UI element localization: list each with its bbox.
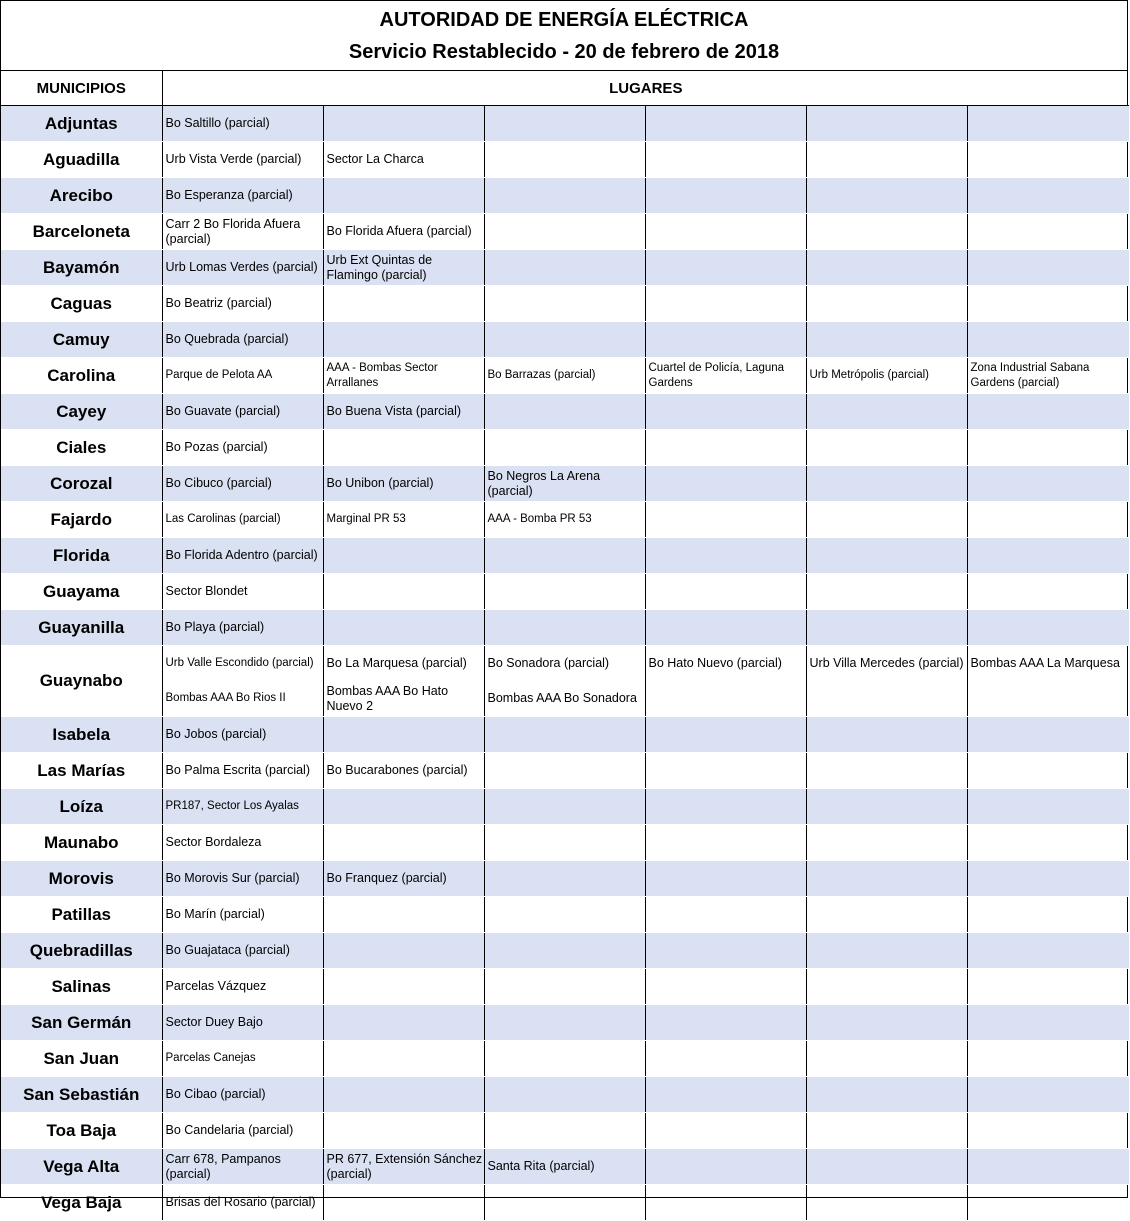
lugar-cell: [967, 214, 1129, 250]
lugar-cell: [967, 106, 1129, 142]
lugar-cell: Bo Cibao (parcial): [162, 1077, 323, 1113]
table-row: [1, 358, 1129, 394]
lugar-cell: [967, 933, 1129, 969]
table-row: [1, 646, 1129, 717]
municipio-cell: Guayanilla: [1, 610, 162, 646]
lugar-cell: [323, 897, 484, 933]
lugar-line: Bombas AAA Bo Rios II: [165, 692, 286, 704]
lugar-cell: Cuartel de Policía, Laguna Gardens: [645, 358, 806, 394]
lugar-cell: [645, 466, 806, 502]
lugar-cell: Bo Pozas (parcial): [162, 430, 323, 466]
lugar-cell: [967, 969, 1129, 1005]
lugar-cell: [484, 1005, 645, 1041]
lugar-cell: [323, 322, 484, 358]
lugar-cell: Parcelas Canejas: [162, 1041, 323, 1077]
municipio-cell: San Juan: [1, 1041, 162, 1077]
municipio-cell: Adjuntas: [1, 106, 162, 142]
lugar-cell: [806, 646, 967, 717]
lugar-cell: [645, 610, 806, 646]
lugar-cell: [806, 574, 967, 610]
lugar-cell: Bo Guajataca (parcial): [162, 933, 323, 969]
municipios-header: MUNICIPIOS: [1, 71, 162, 106]
municipio-cell: Morovis: [1, 861, 162, 897]
lugar-cell: [806, 1005, 967, 1041]
lugar-cell: Bo Playa (parcial): [162, 610, 323, 646]
lugar-cell: [645, 646, 806, 717]
lugar-cell: [645, 969, 806, 1005]
lugar-cell: [484, 286, 645, 322]
lugar-cell: Urb Vista Verde (parcial): [162, 142, 323, 178]
lugar-cell: [323, 106, 484, 142]
lugar-cell: Sector Duey Bajo: [162, 1005, 323, 1041]
lugar-cell: [323, 574, 484, 610]
lugar-cell: [484, 610, 645, 646]
lugar-cell: Sector La Charca: [323, 142, 484, 178]
lugar-cell: [645, 394, 806, 430]
table-row: [1, 502, 1129, 538]
lugar-cell: [806, 106, 967, 142]
municipio-cell: Quebradillas: [1, 933, 162, 969]
lugar-cell: Sector Bordaleza: [162, 825, 323, 861]
municipio-cell: Las Marías: [1, 753, 162, 789]
lugar-cell: Bo Unibon (parcial): [323, 466, 484, 502]
lugar-cell: Parque de Pelota AA: [162, 358, 323, 394]
lugar-cell: [806, 1041, 967, 1077]
municipio-cell: Barceloneta: [1, 214, 162, 250]
lugar-line: Bo Hato Nuevo (parcial): [648, 656, 782, 670]
lugar-cell: [806, 610, 967, 646]
table-row: [1, 394, 1129, 430]
lugar-cell: [323, 646, 484, 717]
lugar-cell: [806, 502, 967, 538]
lugar-cell: Brisas del Rosario (parcial): [162, 1185, 323, 1221]
lugar-cell: Bo Saltillo (parcial): [162, 106, 323, 142]
municipio-cell: Aguadilla: [1, 142, 162, 178]
municipio-cell: Maunabo: [1, 825, 162, 861]
municipio-cell: Caguas: [1, 286, 162, 322]
lugar-cell: [484, 897, 645, 933]
lugar-cell: [806, 1149, 967, 1185]
lugar-cell: [967, 1041, 1129, 1077]
lugar-cell: [806, 1185, 967, 1221]
lugar-cell: Bo Candelaria (parcial): [162, 1113, 323, 1149]
lugar-cell: [484, 969, 645, 1005]
lugar-cell: [484, 394, 645, 430]
report-title: Servicio Restablecido - 20 de febrero de 2018: [348, 41, 780, 63]
lugar-cell: Marginal PR 53: [323, 502, 484, 538]
lugar-cell: [967, 286, 1129, 322]
lugar-cell: [967, 178, 1129, 214]
lugar-cell: [806, 1077, 967, 1113]
lugar-cell: [967, 825, 1129, 861]
lugar-cell: [806, 178, 967, 214]
lugar-cell: [323, 610, 484, 646]
lugar-cell: [484, 250, 645, 286]
lugar-cell: [645, 574, 806, 610]
lugar-cell: Parcelas Vázquez: [162, 969, 323, 1005]
table-row: [1, 142, 1129, 178]
lugar-cell: [323, 430, 484, 466]
lugar-cell: [645, 538, 806, 574]
lugar-cell: [967, 1113, 1129, 1149]
lugar-cell: [806, 717, 967, 753]
table-row: [1, 969, 1129, 1005]
lugar-cell: [484, 538, 645, 574]
lugar-cell: [967, 1077, 1129, 1113]
lugar-cell: [645, 286, 806, 322]
lugar-line: Bo La Marquesa (parcial): [326, 656, 467, 670]
lugar-cell: [967, 861, 1129, 897]
lugar-cell: PR187, Sector Los Ayalas: [162, 789, 323, 825]
table-row: [1, 178, 1129, 214]
lugar-line: Urb Valle Escondido (parcial): [165, 657, 314, 669]
lugar-cell: [323, 969, 484, 1005]
lugar-cell: [484, 1113, 645, 1149]
lugar-cell: [645, 717, 806, 753]
lugar-cell: [806, 861, 967, 897]
lugar-cell: [645, 178, 806, 214]
table-row: [1, 1077, 1129, 1113]
lugar-cell: [484, 646, 645, 717]
lugar-cell: [484, 214, 645, 250]
lugar-cell: Bo Negros La Arena (parcial): [484, 466, 645, 502]
lugar-cell: [323, 789, 484, 825]
lugar-cell: [645, 789, 806, 825]
lugar-cell: [645, 933, 806, 969]
lugar-cell: [484, 1077, 645, 1113]
lugar-cell: [484, 106, 645, 142]
municipio-cell: Cayey: [1, 394, 162, 430]
municipio-cell: San Germán: [1, 1005, 162, 1041]
municipio-cell: Guaynabo: [1, 646, 162, 717]
table-row: [1, 430, 1129, 466]
lugar-cell: [323, 286, 484, 322]
lugar-cell: PR 677, Extensión Sánchez (parcial): [323, 1149, 484, 1185]
lugar-cell: [967, 430, 1129, 466]
municipio-cell: Loíza: [1, 789, 162, 825]
lugar-line: [810, 681, 967, 716]
table-row: [1, 861, 1129, 897]
lugar-cell: [645, 1005, 806, 1041]
lugar-cell: Bo Florida Adentro (parcial): [162, 538, 323, 574]
lugar-cell: [806, 322, 967, 358]
lugar-cell: [484, 861, 645, 897]
lugar-cell: Bo Beatriz (parcial): [162, 286, 323, 322]
lugar-cell: [323, 717, 484, 753]
lugar-cell: Urb Ext Quintas de Flamingo (parcial): [323, 250, 484, 286]
lugar-cell: [806, 466, 967, 502]
lugar-cell: [967, 1149, 1129, 1185]
municipio-cell: Vega Baja: [1, 1185, 162, 1221]
lugar-cell: [484, 789, 645, 825]
lugar-cell: [645, 106, 806, 142]
table-row: [1, 1149, 1129, 1185]
municipio-cell: Fajardo: [1, 502, 162, 538]
lugar-cell: [645, 430, 806, 466]
lugar-cell: [967, 753, 1129, 789]
lugar-cell: [323, 1185, 484, 1221]
lugar-cell: [323, 933, 484, 969]
table-row: [1, 106, 1129, 142]
lugar-cell: [967, 466, 1129, 502]
lugar-cell: [967, 610, 1129, 646]
municipio-cell: Vega Alta: [1, 1149, 162, 1185]
lugar-cell: Urb Lomas Verdes (parcial): [162, 250, 323, 286]
lugar-cell: [323, 178, 484, 214]
lugar-cell: [967, 538, 1129, 574]
lugares-header: LUGARES: [162, 71, 1129, 106]
lugar-cell: [323, 1041, 484, 1077]
lugar-cell: [645, 1077, 806, 1113]
lugar-cell: Bo Florida Afuera (parcial): [323, 214, 484, 250]
lugar-cell: [484, 825, 645, 861]
municipio-cell: Carolina: [1, 358, 162, 394]
lugar-line: Bombas AAA La Marquesa: [970, 656, 1120, 670]
lugar-cell: [645, 250, 806, 286]
lugar-cell: [323, 1113, 484, 1149]
lugar-cell: [484, 1185, 645, 1221]
lugar-cell: [323, 1005, 484, 1041]
table-row: [1, 574, 1129, 610]
lugar-cell: [645, 142, 806, 178]
header-row: [1, 71, 1129, 106]
lugar-cell: Bo Guavate (parcial): [162, 394, 323, 430]
agency-title: AUTORIDAD DE ENERGÍA ELÉCTRICA: [379, 9, 749, 31]
table-row: [1, 897, 1129, 933]
lugar-cell: [645, 861, 806, 897]
lugar-cell: Santa Rita (parcial): [484, 1149, 645, 1185]
lugar-cell: [967, 646, 1129, 717]
lugar-cell: [484, 142, 645, 178]
lugar-cell: [806, 394, 967, 430]
lugar-cell: [806, 933, 967, 969]
lugar-cell: Bo Buena Vista (parcial): [323, 394, 484, 430]
lugar-cell: Bo Quebrada (parcial): [162, 322, 323, 358]
lugar-cell: [967, 1185, 1129, 1221]
lugar-cell: Bo Barrazas (parcial): [484, 358, 645, 394]
table-body: [1, 106, 1129, 1221]
municipio-cell: Bayamón: [1, 250, 162, 286]
lugar-cell: [162, 646, 323, 717]
lugar-cell: [806, 214, 967, 250]
lugar-cell: Carr 2 Bo Florida Afuera (parcial): [162, 214, 323, 250]
lugar-cell: [967, 897, 1129, 933]
lugar-cell: [806, 825, 967, 861]
lugar-cell: [323, 538, 484, 574]
lugar-line: Urb Villa Mercedes (parcial): [809, 656, 964, 670]
title-block: [1, 1, 1127, 71]
lugar-line: Bo Sonadora (parcial): [487, 656, 610, 670]
restored-service-table: [1, 71, 1129, 1221]
lugar-cell: [645, 322, 806, 358]
lugar-cell: [967, 250, 1129, 286]
lugar-cell: [806, 538, 967, 574]
lugar-cell: Sector Blondet: [162, 574, 323, 610]
lugar-cell: [967, 574, 1129, 610]
lugar-cell: [806, 1113, 967, 1149]
lugar-cell: Bo Jobos (parcial): [162, 717, 323, 753]
lugar-cell: [484, 322, 645, 358]
lugar-cell: [967, 394, 1129, 430]
table-row: [1, 466, 1129, 502]
lugar-cell: [484, 1041, 645, 1077]
lugar-cell: [484, 753, 645, 789]
lugar-cell: Las Carolinas (parcial): [162, 502, 323, 538]
municipio-cell: Salinas: [1, 969, 162, 1005]
lugar-cell: [645, 753, 806, 789]
lugar-cell: [806, 969, 967, 1005]
lugar-cell: [484, 430, 645, 466]
lugar-cell: [806, 286, 967, 322]
table-row: [1, 789, 1129, 825]
lugar-cell: [967, 502, 1129, 538]
municipio-cell: Corozal: [1, 466, 162, 502]
lugar-cell: [484, 717, 645, 753]
lugar-cell: Urb Metrópolis (parcial): [806, 358, 967, 394]
lugar-cell: Bo Cibuco (parcial): [162, 466, 323, 502]
table-row: [1, 610, 1129, 646]
lugar-line: Bombas AAA Bo Sonadora: [487, 691, 637, 705]
lugar-cell: Zona Industrial Sabana Gardens (parcial): [967, 358, 1129, 394]
lugar-line: [971, 681, 1130, 716]
lugar-cell: [806, 897, 967, 933]
table-row: [1, 753, 1129, 789]
table-row: [1, 1041, 1129, 1077]
table-row: [1, 1005, 1129, 1041]
lugar-cell: [484, 933, 645, 969]
municipio-cell: Ciales: [1, 430, 162, 466]
lugar-cell: [645, 825, 806, 861]
table-row: [1, 1113, 1129, 1149]
table-row: [1, 250, 1129, 286]
lugar-cell: [967, 322, 1129, 358]
lugar-cell: [645, 1185, 806, 1221]
municipio-cell: Florida: [1, 538, 162, 574]
lugar-cell: AAA - Bomba PR 53: [484, 502, 645, 538]
lugar-line: [649, 681, 806, 716]
table-row: [1, 717, 1129, 753]
lugar-cell: [806, 142, 967, 178]
municipio-cell: Patillas: [1, 897, 162, 933]
table-row: [1, 933, 1129, 969]
lugar-cell: [645, 502, 806, 538]
lugar-cell: Bo Franquez (parcial): [323, 861, 484, 897]
lugar-cell: [967, 717, 1129, 753]
lugar-line: Bombas AAA Bo Hato Nuevo 2: [326, 683, 449, 713]
lugar-cell: [645, 214, 806, 250]
lugar-cell: [645, 1149, 806, 1185]
municipio-cell: Toa Baja: [1, 1113, 162, 1149]
municipio-cell: Guayama: [1, 574, 162, 610]
municipio-cell: Camuy: [1, 322, 162, 358]
lugar-cell: [806, 753, 967, 789]
table-row: [1, 286, 1129, 322]
municipio-cell: Arecibo: [1, 178, 162, 214]
lugar-cell: [645, 897, 806, 933]
lugar-cell: [967, 1005, 1129, 1041]
table-row: [1, 1185, 1129, 1221]
lugar-cell: [484, 178, 645, 214]
table-row: [1, 214, 1129, 250]
lugar-cell: Bo Marín (parcial): [162, 897, 323, 933]
municipio-cell: San Sebastián: [1, 1077, 162, 1113]
lugar-cell: Bo Morovis Sur (parcial): [162, 861, 323, 897]
table-row: [1, 825, 1129, 861]
lugar-cell: [806, 430, 967, 466]
lugar-cell: Carr 678, Pampanos (parcial): [162, 1149, 323, 1185]
table-row: [1, 538, 1129, 574]
lugar-cell: AAA - Bombas Sector Arrallanes: [323, 358, 484, 394]
lugar-cell: Bo Palma Escrita (parcial): [162, 753, 323, 789]
lugar-cell: [484, 574, 645, 610]
municipio-cell: Isabela: [1, 717, 162, 753]
lugar-cell: [806, 789, 967, 825]
table-row: [1, 322, 1129, 358]
lugar-cell: [323, 825, 484, 861]
lugar-cell: Bo Bucarabones (parcial): [323, 753, 484, 789]
lugar-cell: [967, 789, 1129, 825]
lugar-cell: [645, 1041, 806, 1077]
lugar-cell: [645, 1113, 806, 1149]
lugar-cell: Bo Esperanza (parcial): [162, 178, 323, 214]
lugar-cell: [323, 1077, 484, 1113]
lugar-cell: [806, 250, 967, 286]
lugar-cell: [967, 142, 1129, 178]
